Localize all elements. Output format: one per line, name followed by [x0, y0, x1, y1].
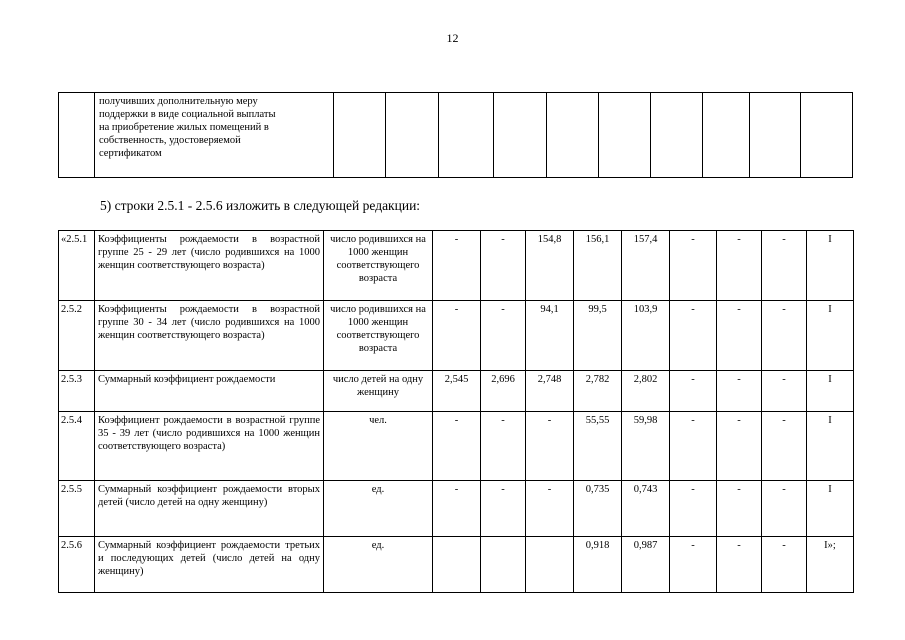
- table-cell: [494, 93, 547, 178]
- value-cell: 2,545: [433, 371, 481, 412]
- value-cell: 2,782: [574, 371, 622, 412]
- value-cell: 0,987: [622, 537, 670, 593]
- value-cell: -: [762, 371, 807, 412]
- row-unit: число родившихся на 1000 женщин соответствующего возраста: [324, 231, 433, 301]
- section-heading: 5) строки 2.5.1 - 2.5.6 изложить в следующей редакции:: [100, 198, 421, 213]
- row-description: [95, 93, 334, 178]
- table-row: [59, 537, 854, 593]
- previous-table-fragment: [58, 92, 853, 178]
- indicator-table: [58, 230, 854, 593]
- value-cell: 94,1: [526, 301, 574, 371]
- value-cell: -: [762, 537, 807, 593]
- value-cell: -: [433, 231, 481, 301]
- description-line: поддержки в виде социальной выплаты: [99, 109, 276, 120]
- row-description: Суммарный коэффициент рождаемости вторых детей (число детей на одну женщину): [95, 481, 324, 537]
- value-cell: -: [670, 231, 717, 301]
- value-cell: [433, 537, 481, 593]
- row-unit: чел.: [324, 412, 433, 481]
- value-cell: -: [526, 481, 574, 537]
- table-cell: [651, 93, 703, 178]
- table-cell: [59, 93, 95, 178]
- value-cell: I: [807, 371, 854, 412]
- value-cell: I: [807, 412, 854, 481]
- value-cell: -: [481, 231, 526, 301]
- value-cell: -: [717, 537, 762, 593]
- value-cell: -: [481, 412, 526, 481]
- row-code: 2.5.2: [59, 301, 95, 371]
- value-cell: 2,696: [481, 371, 526, 412]
- value-cell: 103,9: [622, 301, 670, 371]
- value-cell: -: [717, 371, 762, 412]
- value-cell: -: [762, 481, 807, 537]
- value-cell: I: [807, 481, 854, 537]
- row-code: 2.5.6: [59, 537, 95, 593]
- table-row: [59, 371, 854, 412]
- row-unit: ед.: [324, 481, 433, 537]
- row-description: Коэффициенты рождаемости в возрастной группе 30 - 34 лет (число родившихся на 1000 женщин соответствующего возраста): [95, 301, 324, 371]
- row-code: 2.5.5: [59, 481, 95, 537]
- value-cell: -: [717, 301, 762, 371]
- value-cell: -: [670, 371, 717, 412]
- table-cell: [334, 93, 386, 178]
- table-cell: [439, 93, 494, 178]
- page-number: 12: [446, 31, 459, 45]
- value-cell: 59,98: [622, 412, 670, 481]
- value-cell: -: [526, 412, 574, 481]
- value-cell: 99,5: [574, 301, 622, 371]
- value-cell: -: [481, 301, 526, 371]
- row-description: Суммарный коэффициент рождаемости: [95, 371, 324, 412]
- value-cell: 2,748: [526, 371, 574, 412]
- table-row: [59, 481, 854, 537]
- value-cell: -: [670, 481, 717, 537]
- description-line: получивших дополнительную меру: [99, 96, 258, 107]
- value-cell: -: [670, 301, 717, 371]
- table-cell: [599, 93, 651, 178]
- table-cell: [386, 93, 439, 178]
- row-description: Коэффициенты рождаемости в возрастной группе 25 - 29 лет (число родившихся на 1000 женщин соответствующего возраста): [95, 231, 324, 301]
- value-cell: [481, 537, 526, 593]
- row-unit: число родившихся на 1000 женщин соответствующего возраста: [324, 301, 433, 371]
- value-cell: 0,735: [574, 481, 622, 537]
- table-cell: [547, 93, 599, 178]
- row-description: Суммарный коэффициент рождаемости третьих и последующих детей (число детей на одну женщину): [95, 537, 324, 593]
- value-cell: -: [717, 412, 762, 481]
- value-cell: I: [807, 301, 854, 371]
- table-row: [59, 412, 854, 481]
- row-code: «2.5.1: [59, 231, 95, 301]
- value-cell: [526, 537, 574, 593]
- row-unit: ед.: [324, 537, 433, 593]
- row-code: 2.5.4: [59, 412, 95, 481]
- value-cell: 156,1: [574, 231, 622, 301]
- value-cell: 0,918: [574, 537, 622, 593]
- value-cell: -: [670, 412, 717, 481]
- value-cell: I: [807, 231, 854, 301]
- table-cell: [703, 93, 750, 178]
- table-cell: [801, 93, 853, 178]
- row-description: Коэффициент рождаемости в возрастной группе 35 - 39 лет (число родившихся на 1000 женщин соответствующего возраста): [95, 412, 324, 481]
- value-cell: -: [762, 231, 807, 301]
- value-cell: 154,8: [526, 231, 574, 301]
- description-line: сертификатом: [99, 148, 162, 159]
- value-cell: -: [717, 481, 762, 537]
- table-row: [59, 231, 854, 301]
- value-cell: -: [433, 412, 481, 481]
- value-cell: 55,55: [574, 412, 622, 481]
- value-cell: -: [762, 301, 807, 371]
- value-cell: 0,743: [622, 481, 670, 537]
- value-cell: 157,4: [622, 231, 670, 301]
- value-cell: -: [762, 412, 807, 481]
- value-cell: -: [433, 301, 481, 371]
- value-cell: -: [433, 481, 481, 537]
- value-cell: -: [670, 537, 717, 593]
- table-row: [59, 93, 853, 178]
- table-row: [59, 301, 854, 371]
- table-cell: [750, 93, 801, 178]
- description-line: собственность, удостоверяемой: [99, 135, 241, 146]
- row-code: 2.5.3: [59, 371, 95, 412]
- value-cell: -: [717, 231, 762, 301]
- value-cell: -: [481, 481, 526, 537]
- value-cell: 2,802: [622, 371, 670, 412]
- row-unit: число детей на одну женщину: [324, 371, 433, 412]
- value-cell: I»;: [807, 537, 854, 593]
- description-line: на приобретение жилых помещений в: [99, 122, 269, 133]
